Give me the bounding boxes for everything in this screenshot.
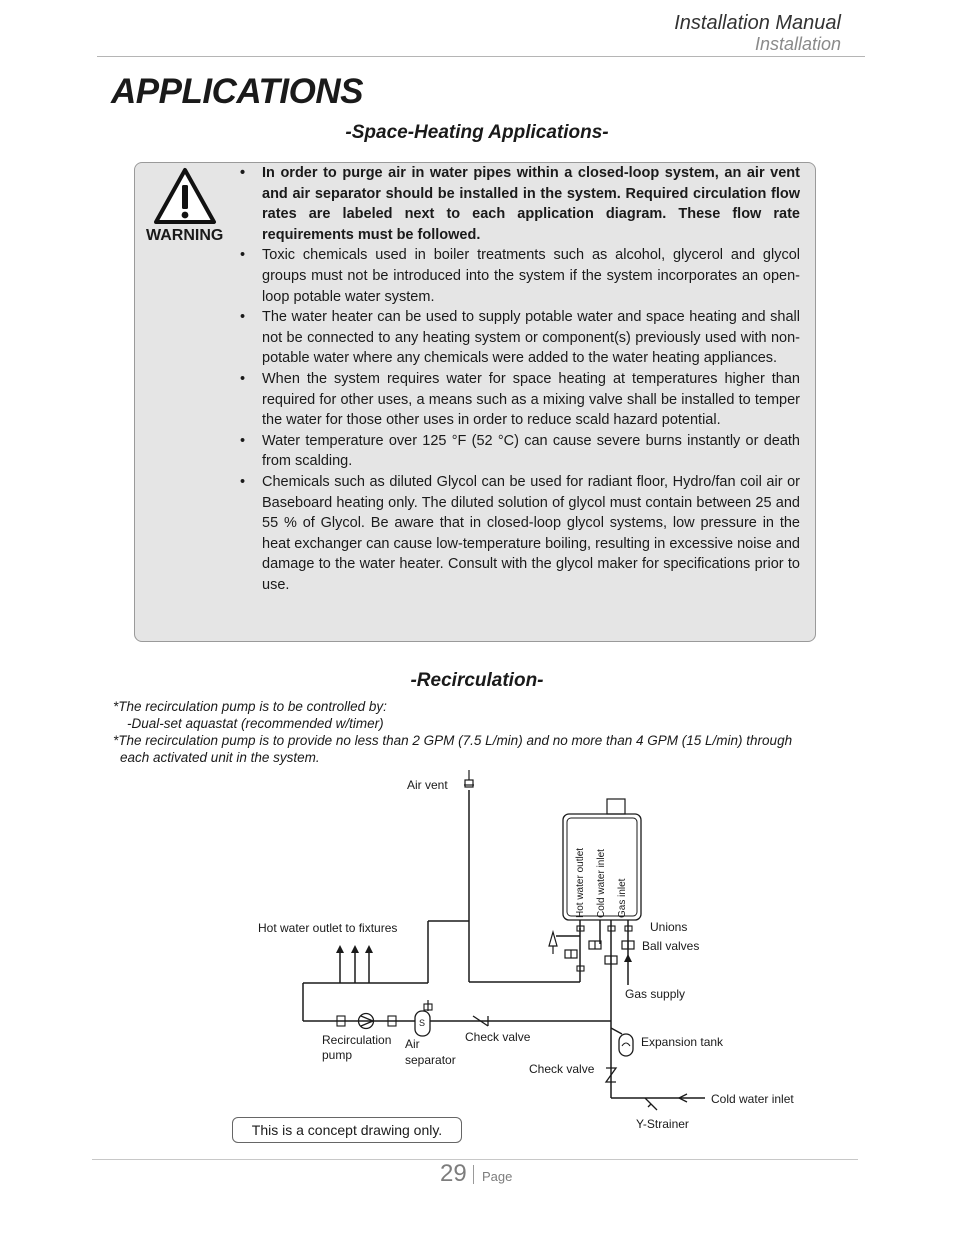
warning-bullet: • When the system requires water for space heating at temperatures higher than required for other uses, a means such as a mixing valve shall be installed to temper the water for those other uses in order to reduce scald hazard potential.	[238, 369, 800, 431]
warning-bullet: • In order to purge air in water pipes within a closed-loop system, an air vent and air separator should be installed in the system. Required circulation flow rates are labeled next to each application diagram. These flow rate requirements must be followed.	[238, 163, 800, 245]
page-separator	[473, 1165, 474, 1184]
expansion-tank-icon	[619, 1034, 633, 1056]
vent-collar	[607, 799, 625, 814]
ball-valve-icon	[605, 956, 617, 964]
unit-gas-inlet-label: Gas inlet	[617, 878, 628, 918]
ball-valve-icon	[589, 941, 601, 949]
header-subtitle: Installation	[754, 34, 841, 54]
gas-supply-label: Gas supply	[625, 987, 686, 1001]
unions-label: Unions	[650, 920, 688, 934]
ball-valve-icon	[565, 950, 577, 958]
recirculation-pump-label: Recirculation pump	[322, 1033, 392, 1062]
up-arrow-icon	[365, 945, 373, 953]
footer-rule	[92, 1159, 858, 1160]
unit-cold-water-inlet-label: Cold water inlet	[596, 849, 607, 918]
check-valve-label: Check valve	[529, 1062, 595, 1076]
warning-bullet: • Toxic chemicals used in boiler treatments such as alcohol, glycerol and glycol groups must not be introduced into the system if the system incorporates an open-loop potable water system.	[238, 245, 800, 307]
warning-bullet: • The water heater can be used to supply potable water and space heating and shall not be connected to any heating system or component(s) previously used with non-potable water where any chemicals were added to the water heating appliances.	[238, 307, 800, 369]
page-title: APPLICATIONS	[111, 72, 363, 111]
hot-water-fixtures-label: Hot water outlet to fixtures	[258, 921, 398, 935]
relief-valve-icon	[549, 932, 557, 946]
header-title: Installation Manual	[674, 12, 841, 34]
air-separator-label: Air separator	[405, 1037, 456, 1067]
air-vent-icon	[465, 780, 473, 787]
space-heating-heading: -Space-Heating Applications-	[345, 122, 609, 143]
recirculation-note: -Dual-set aquastat (recommended w/timer)	[127, 716, 384, 731]
ball-valve-icon	[622, 941, 634, 949]
recirculation-heading: -Recirculation-	[410, 670, 544, 691]
recirculation-note: *The recirculation pump is to provide no less than 2 GPM (7.5 L/min) and no more than 4 GPM (15 L/min) through	[113, 733, 793, 748]
page-number: 29	[440, 1160, 467, 1187]
air-vent-label: Air vent	[407, 778, 448, 792]
page-word: Page	[482, 1169, 513, 1184]
up-arrow-icon	[336, 945, 344, 953]
up-arrow-icon	[351, 945, 359, 953]
unit-hot-water-outlet-label: Hot water outlet	[575, 847, 586, 918]
recirculation-note: each activated unit in the system.	[120, 750, 320, 765]
cold-water-inlet-label: Cold water inlet	[711, 1092, 794, 1106]
up-arrow-icon	[624, 954, 632, 962]
check-valve-label: Check valve	[465, 1030, 531, 1044]
separator-mark: S	[419, 1018, 426, 1028]
warning-label: WARNING	[146, 227, 224, 244]
warning-bullet: • Water temperature over 125 °F (52 °C) can cause severe burns instantly or death from scalding.	[238, 431, 800, 472]
y-strainer-icon	[645, 1098, 657, 1110]
expansion-tank-label: Expansion tank	[641, 1035, 724, 1049]
concept-note: This is a concept drawing only.	[232, 1117, 462, 1143]
warning-bullet: • Chemicals such as diluted Glycol can be used for radiant floor, Hydro/fan coil air or Baseboard heating only. The diluted solution of glycol must contain between 25 and 55 % of Glycol. Be aware that in closed-loop glycol systems, low pressure in the heat exchanger can cause low-temperature boiling, resulting in excessive noise and damage to the water heater. Consult with the glycol maker for specifications prior to use.	[238, 472, 800, 596]
recirculation-note: *The recirculation pump is to be controlled by:	[113, 699, 387, 714]
ball-valves-label: Ball valves	[642, 939, 700, 953]
y-strainer-label: Y-Strainer	[636, 1117, 689, 1131]
